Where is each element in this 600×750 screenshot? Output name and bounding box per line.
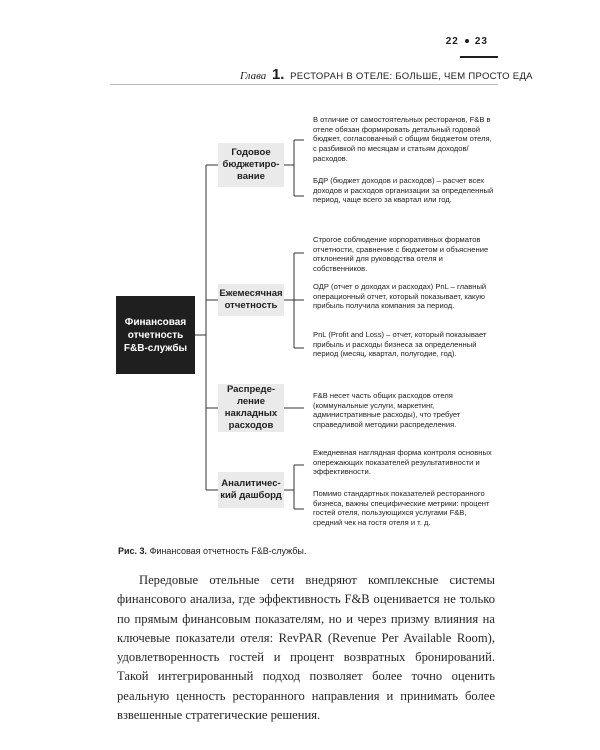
- figure-caption: [118, 546, 306, 556]
- category-overhead-allocation: Распреде- ление накладных расходов: [218, 384, 284, 432]
- desc-budgeting-2: БДР (бюджет доходов и расходов) – расчет всех доходов и расходов организации за определенный период, чаще всего за квартал или год.: [313, 176, 494, 205]
- desc-dashboard-1: Ежедневная наглядная форма контроля основных опережающих показателей результативности и эффективности.: [313, 448, 492, 477]
- chapter-title: РЕСТОРАН В ОТЕЛЕ: БОЛЬШЕ, ЧЕМ ПРОСТО ЕДА: [290, 71, 533, 82]
- category-annual-budgeting: Годовое бюджетиро- вание: [218, 143, 284, 187]
- category-analytics-dashboard: Аналитичес- кий дашборд: [218, 472, 284, 508]
- desc-monthly-1: Строгое соблюдение корпоративных форматов отчетности, сравнение с бюджетом и объяснение отклонений для руководства отеля и собственников.: [313, 235, 489, 274]
- page-number-left: 22: [445, 36, 459, 47]
- page-number-right: 23: [474, 36, 488, 47]
- desc-overhead-1: F&B несет часть общих расходов отеля (коммунальные услуги, маркетинг, административные расходы), что требует справедливой методики распределения.: [313, 391, 461, 430]
- chapter-word: Глава: [240, 70, 267, 82]
- body-paragraph: Передовые отельные сети внедряют комплексные системы финансового анализа, где эффективность F&B оценивается не только по прямым финансовым показателям, но и через призму влияния на ключевые показатели отеля: RevPAR (Revenue Per Available Room), удовлетворенность гостей и процент возвратных бронирований. Такой интегрированный подход позволяет более точно оценить реальную ценность ресторанного направления и принимать более взвешенные стратегические решения.: [117, 573, 495, 723]
- desc-dashboard-2: Помимо стандартных показателей ресторанного бизнеса, важны специфические метрики: процент гостей отеля, пользующихся услугами F&B, средний чек на гостя отеля и т. д.: [313, 489, 490, 528]
- category-monthly-reporting: Ежемесячная отчетность: [218, 284, 284, 316]
- caption-label: Рис. 3.: [118, 546, 148, 556]
- desc-monthly-2: ОДР (отчет о доходах и расходах) PnL – главный операционный отчет, который показывает, какую прибыль получила компания за период.: [313, 282, 487, 311]
- caption-text: Финансовая отчетность F&B-службы.: [149, 546, 307, 556]
- desc-budgeting-1: В отличие от самостоятельных ресторанов, F&B в отеле обязан формировать детальный годовой бюджет, согласованный с общим бюджетом отеля, с разбивкой по месяцам и статьям доходов/расходов.: [313, 115, 492, 163]
- diagram-root-box: Финансовая отчетность F&B-службы: [116, 296, 195, 374]
- desc-monthly-3: PnL (Profit and Loss) – отчет, который показывает прибыль и расходы бизнеса за определенный период (месяц, квартал, полугодие, год).: [313, 330, 487, 359]
- chapter-number: 1.: [271, 66, 285, 83]
